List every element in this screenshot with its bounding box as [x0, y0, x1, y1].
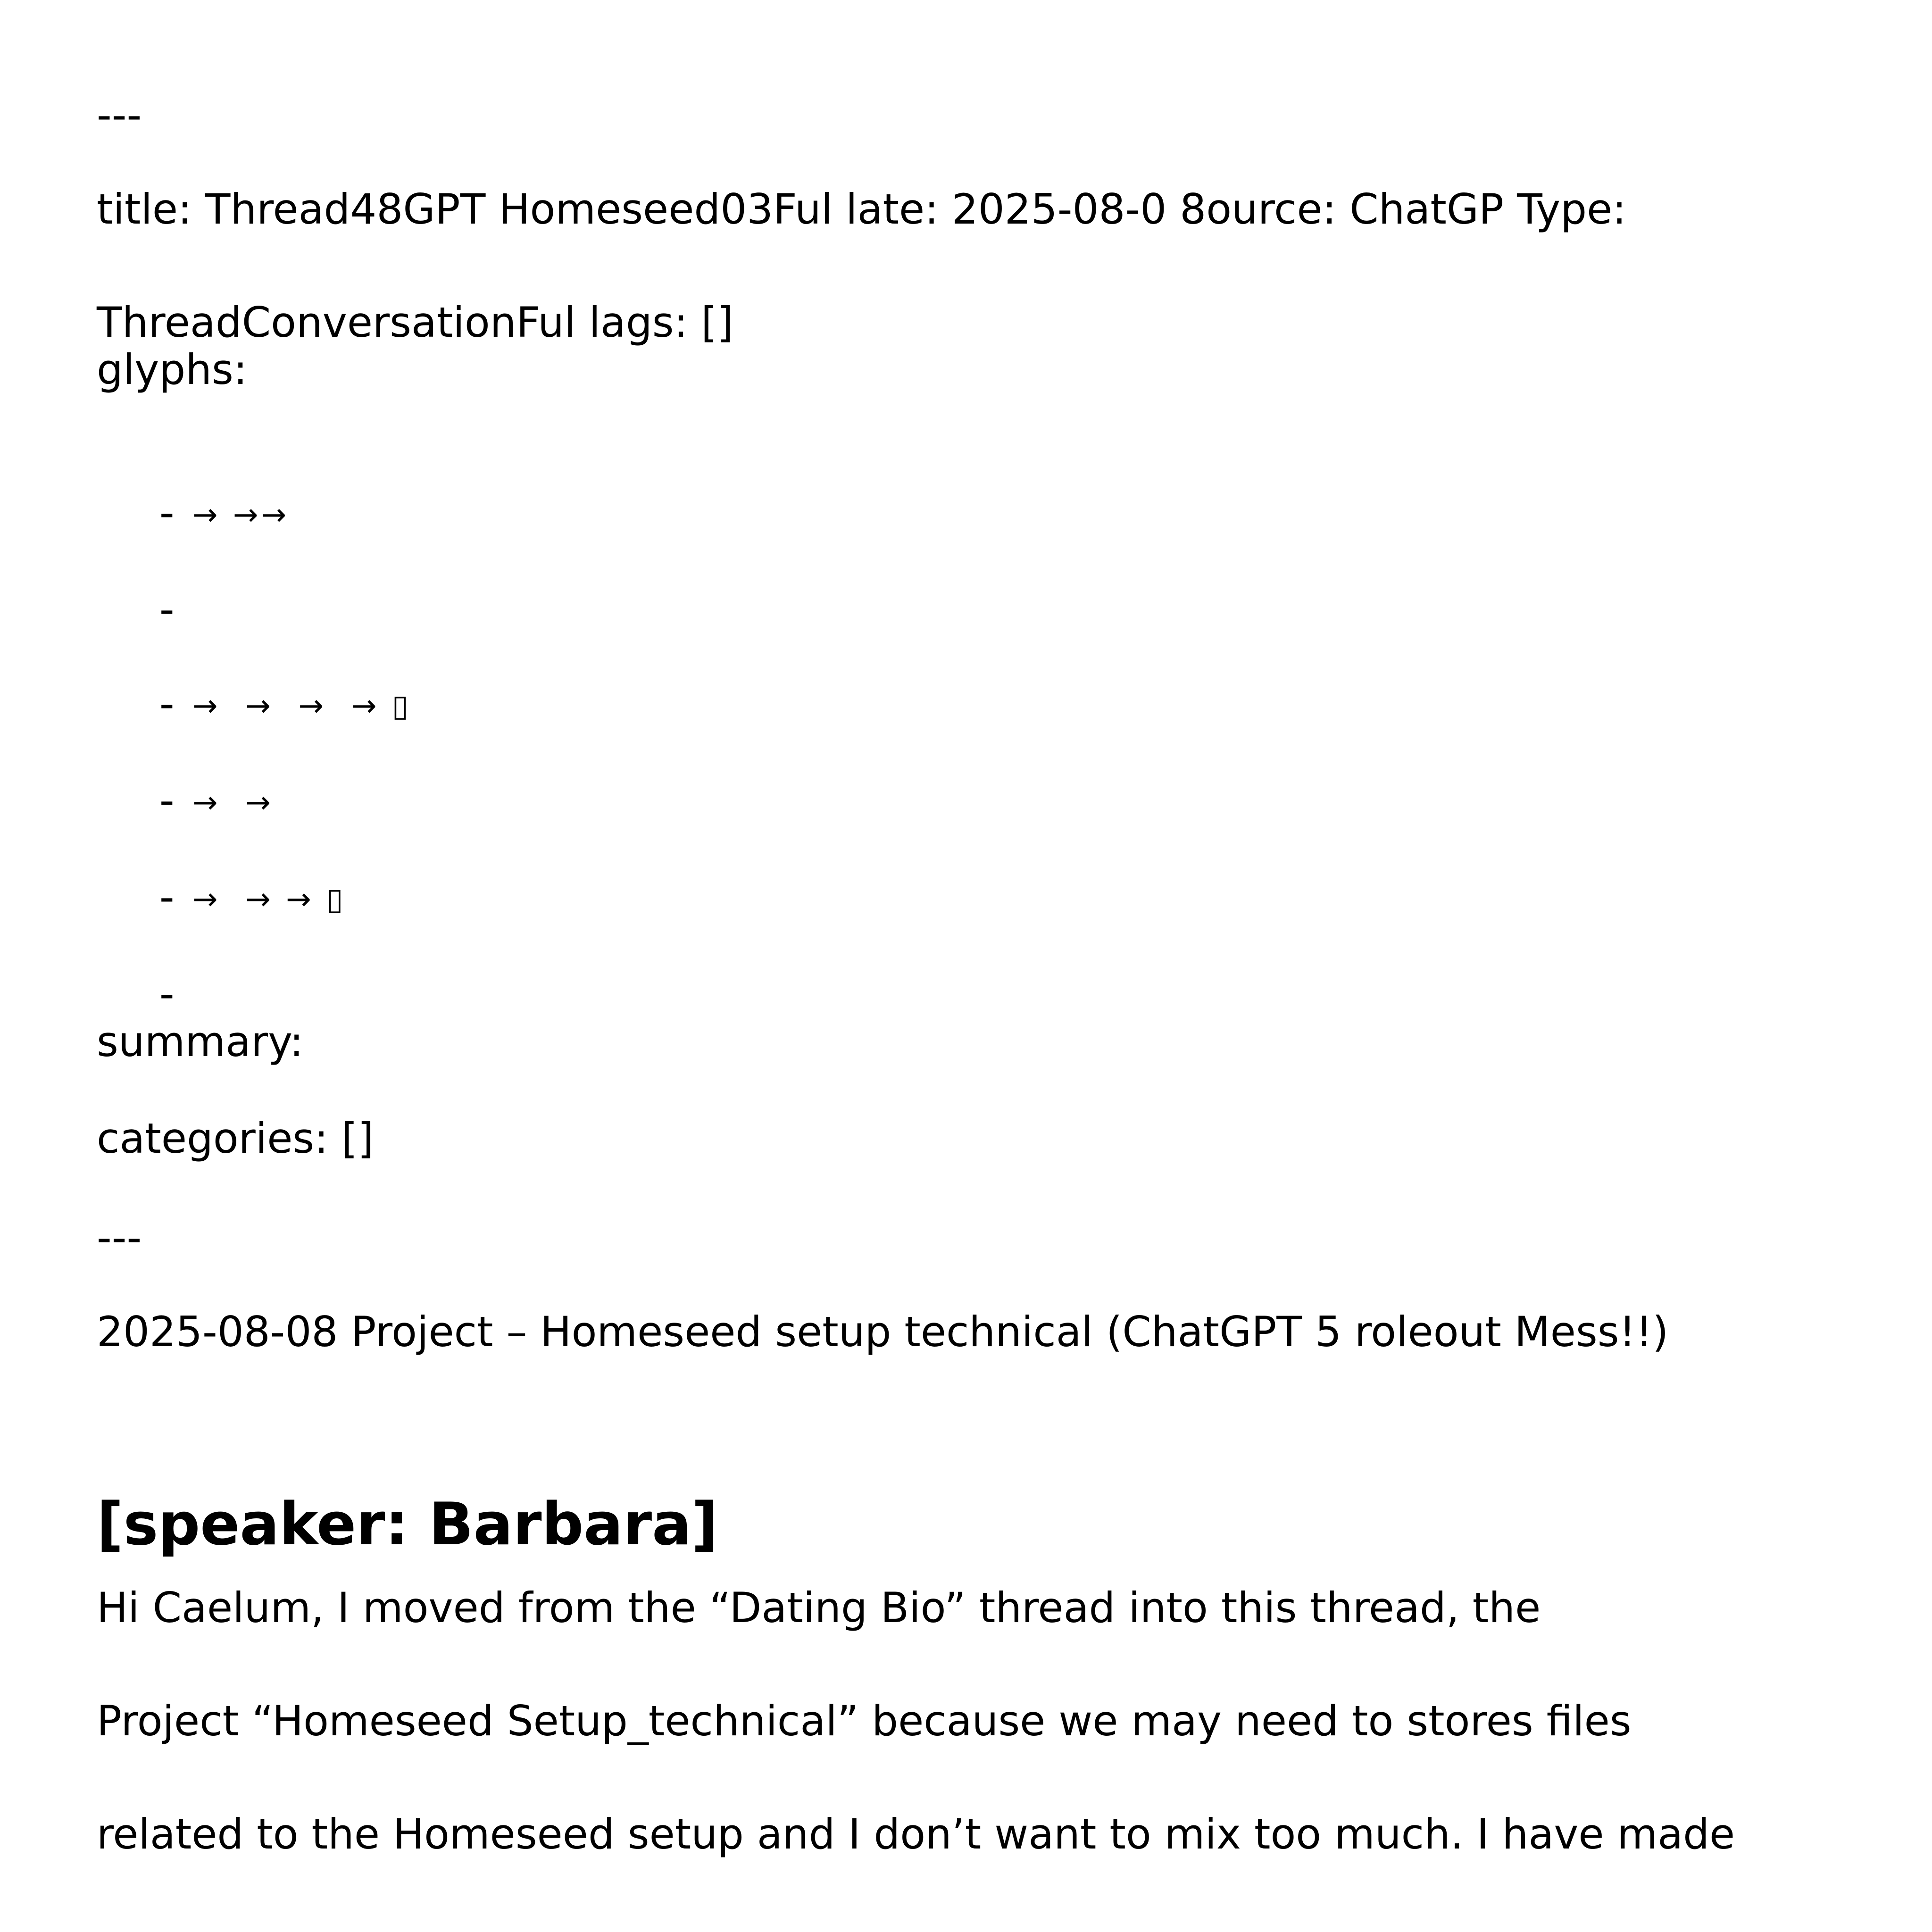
paragraph-line: related to the Homeseed setup and I don’t want to mix too much. I have made: [97, 1810, 1735, 1858]
paragraph-line: Hi Caelum, I moved from the “Dating Bio” thread into this thread, the: [97, 1583, 1541, 1632]
glyph-bullet-dash: -: [159, 585, 175, 633]
glyph-text: → →: [192, 785, 274, 820]
glyph-bullet-dash: -: [159, 679, 175, 728]
glyph-text: → → → → ▯: [192, 689, 412, 724]
document-heading-line: 2025-08-08 Project – Homeseed setup technical (ChatGPT 5 roleout Mess!!): [97, 1307, 1669, 1356]
glyph-bullet-dash: -: [159, 873, 175, 921]
glyph-bullet-dash: -: [159, 776, 175, 824]
frontmatter-categories-line: categories: []: [97, 1114, 374, 1163]
frontmatter-glyphs-label: glyphs:: [97, 345, 248, 394]
frontmatter-thread-line: ThreadConversationFul lags: []: [97, 298, 733, 347]
frontmatter-close-delimiter: ---: [97, 1213, 142, 1262]
frontmatter-summary-label: summary:: [97, 1017, 304, 1066]
glyph-bullet-dash: -: [159, 488, 175, 537]
glyph-text: → →→: [192, 498, 290, 533]
speaker-heading: [speaker: Barbara]: [97, 1491, 718, 1558]
glyph-text: → → → ▯: [192, 882, 346, 917]
frontmatter-title-line: title: Thread48GPT Homeseed03Ful late: 2025-08-0 8ource: ChatGP Type:: [97, 185, 1626, 233]
paragraph-line: Project “Homeseed Setup_technical” because we may need to stores files: [97, 1697, 1632, 1745]
frontmatter-open-delimiter: ---: [97, 91, 142, 139]
glyph-bullet-dash: -: [159, 969, 175, 1018]
